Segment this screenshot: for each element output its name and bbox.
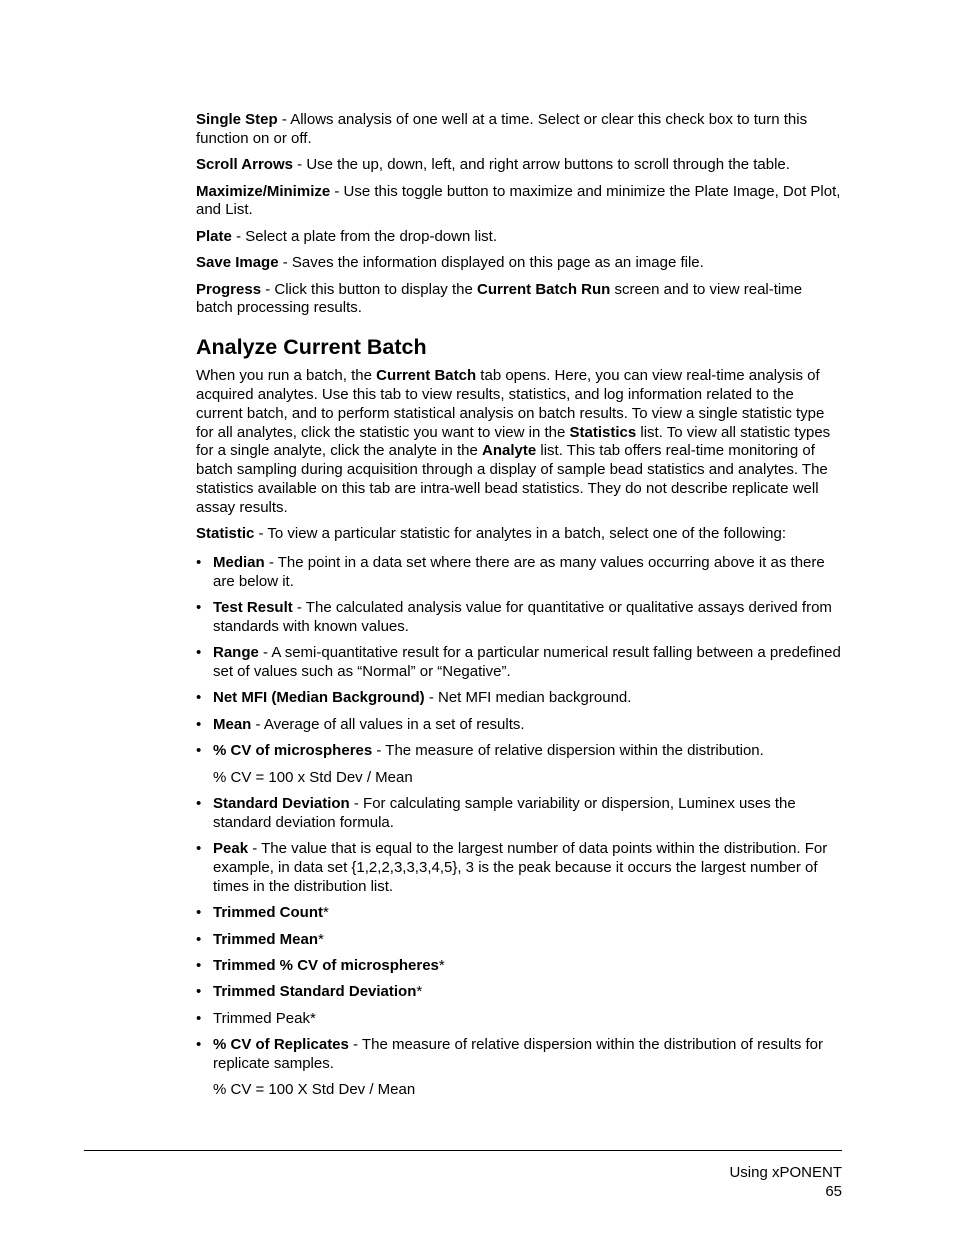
list-item-trimmed-cv: • Trimmed % CV of microspheres* xyxy=(196,956,445,974)
save-image-definition: Save Image - Saves the information displayed on this page as an image file. xyxy=(196,254,704,272)
bullet-icon: • xyxy=(196,1036,202,1054)
list-item-trimmed-std-dev: • Trimmed Standard Deviation* xyxy=(196,983,423,1001)
bullet-icon: • xyxy=(196,599,202,617)
page-number: 65 xyxy=(825,1182,842,1200)
cv-microspheres-formula: % CV = 100 x Std Dev / Mean xyxy=(213,768,413,786)
section-intro-paragraph: When you run a batch, the Current Batch tab opens. Here, you can view real-time analysis of acquired analytes. Use this tab to view results, statistics, and log information related to the current batch, and to perform statistical analysis on batch results. To view a single statistic type for all analytes, click the statistic you want to view in the Statistics list. To view all statistic types for a single analyte, click the analyte in the Analyte list. This tab offers real-time monitoring of batch sampling during acquisition through a display of sample bead statistics and analytes. The statistics available on this tab are intra-well bead statistics. They do not describe replicate well assay results. xyxy=(196,367,831,516)
maximize-minimize-definition: Maximize/Minimize - Use this toggle button to maximize and minimize the Plate Image, Dot Plot, and List. xyxy=(196,182,841,219)
plate-definition: Plate - Select a plate from the drop-down list. xyxy=(196,227,497,245)
list-item-cv-replicates: • % CV of Replicates - The measure of relative dispersion within the distribution of results for replicate samples. xyxy=(196,1036,823,1072)
list-item-net-mfi: • Net MFI (Median Background) - Net MFI median background. xyxy=(196,689,632,707)
bullet-icon: • xyxy=(196,689,202,707)
section-heading: Analyze Current Batch xyxy=(196,335,427,360)
scroll-arrows-definition: Scroll Arrows - Use the up, down, left, and right arrow buttons to scroll through the table. xyxy=(196,156,790,174)
progress-definition: Progress - Click this button to display the Current Batch Run screen and to view real-time batch processing results. xyxy=(196,280,803,317)
cv-replicates-formula: % CV = 100 X Std Dev / Mean xyxy=(213,1081,416,1099)
list-item-trimmed-peak: • Trimmed Peak* xyxy=(196,1009,316,1027)
bullet-icon: • xyxy=(196,715,202,733)
statistic-list-continued xyxy=(196,795,841,1074)
list-item-cv-microspheres: • % CV of microspheres - The measure of relative dispersion within the distribution. xyxy=(196,742,764,760)
page-footer xyxy=(729,1164,842,1201)
bullet-icon: • xyxy=(196,1009,202,1027)
list-item-trimmed-mean: • Trimmed Mean* xyxy=(196,930,324,948)
bullet-icon: • xyxy=(196,904,202,922)
list-item-mean: • Mean - Average of all values in a set of results. xyxy=(196,715,525,733)
list-item-peak: • Peak - The value that is equal to the largest number of data points within the distribution. For example, in data set {1,2,2,3,3,3,4,5}, 3 is the peak because it occurs the largest number of times in the distribution list. xyxy=(196,840,828,895)
page-body xyxy=(196,111,841,1108)
single-step-definition: Single Step - Allows analysis of one well at a time. Select or clear this check box to turn this function on or off. xyxy=(196,111,808,147)
list-item-median: • Median - The point in a data set where there are as many values occurring above it as there are below it. xyxy=(196,553,825,590)
bullet-icon: • xyxy=(196,930,202,948)
bullet-icon: • xyxy=(196,983,202,1001)
bullet-icon: • xyxy=(196,795,202,813)
footer-doc-title: Using xPONENT xyxy=(729,1164,842,1181)
bullet-icon: • xyxy=(196,644,202,662)
list-item-test-result: • Test Result - The calculated analysis value for quantitative or qualitative assays derived from standards with known values. xyxy=(196,599,832,635)
statistic-list xyxy=(196,554,841,761)
bullet-icon: • xyxy=(196,742,202,760)
footer-divider xyxy=(84,1150,842,1151)
list-item-range: • Range - A semi-quantitative result for a particular numerical result falling between a predefined set of values such as “Normal” or “Negative”. xyxy=(196,644,841,681)
statistic-intro: Statistic - To view a particular statistic for analytes in a batch, select one of the following: xyxy=(196,525,787,543)
list-item-trimmed-count: • Trimmed Count* xyxy=(196,904,329,922)
bullet-icon: • xyxy=(196,956,202,974)
bullet-icon: • xyxy=(196,553,202,571)
list-item-standard-deviation: • Standard Deviation - For calculating sample variability or dispersion, Luminex uses the standard deviation formula. xyxy=(196,795,796,831)
bullet-icon: • xyxy=(196,840,202,858)
